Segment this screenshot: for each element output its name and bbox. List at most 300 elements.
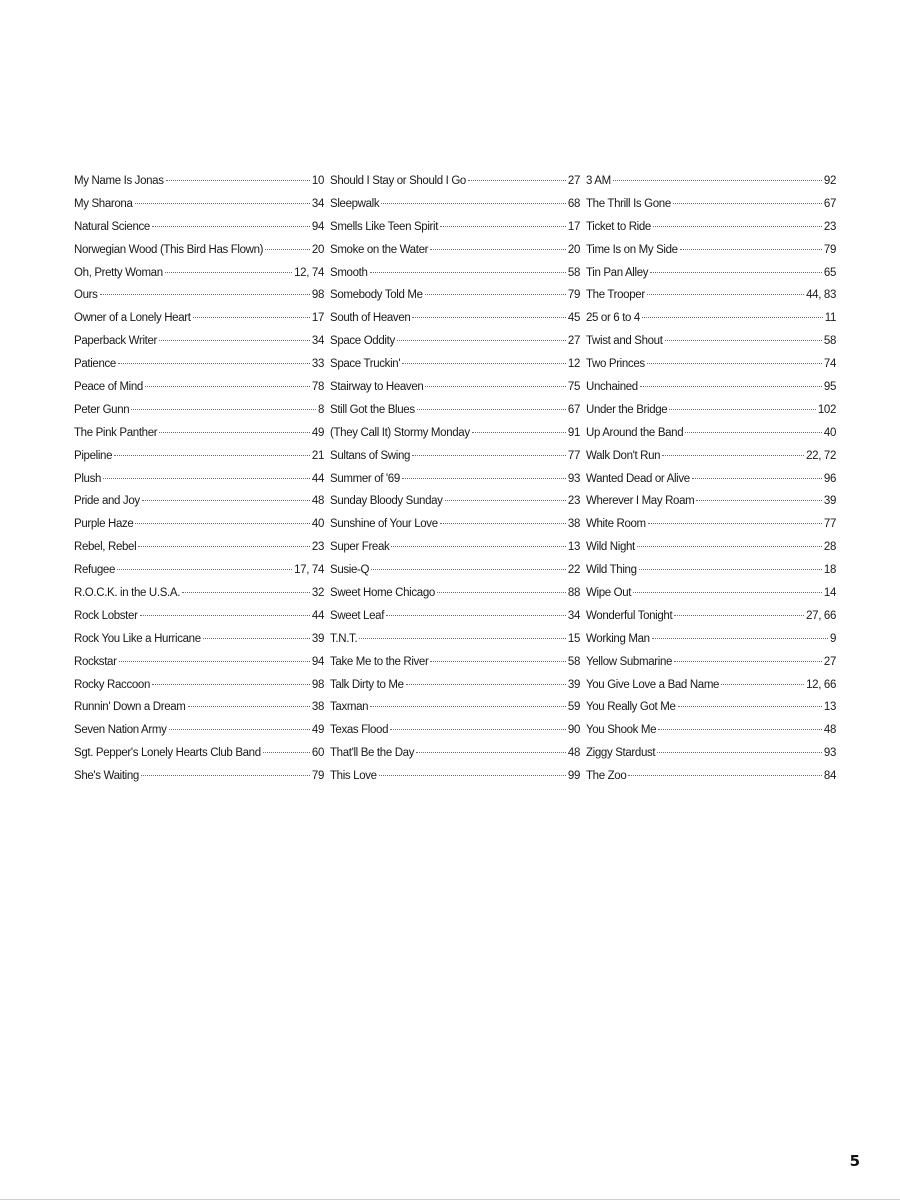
dot-leader: [135, 203, 310, 204]
index-entry: [330, 376, 580, 399]
song-title: Peace of Mind: [74, 381, 143, 394]
song-title: Wipe Out: [586, 587, 632, 600]
page-ref: 49: [311, 426, 324, 439]
index-entry: [74, 399, 324, 422]
index-entry: [586, 399, 836, 422]
dot-leader: [412, 317, 565, 318]
index-column-1: [74, 170, 324, 788]
dot-leader: [135, 523, 309, 524]
dot-leader: [402, 363, 566, 364]
index-entry: [330, 399, 580, 422]
index-entry: [74, 216, 324, 239]
song-title: Under the Bridge: [586, 403, 668, 416]
page-ref: 84: [823, 770, 836, 783]
song-title: Still Got the Blues: [330, 403, 415, 416]
dot-leader: [193, 317, 310, 318]
song-title: Smells Like Teen Spirit: [330, 220, 439, 233]
dot-leader: [159, 340, 310, 341]
index-entry: [74, 239, 324, 262]
dot-leader: [692, 478, 822, 479]
page-ref: 99: [567, 770, 580, 783]
dot-leader: [425, 386, 565, 387]
index-entry: [330, 513, 580, 536]
page-ref: 93: [823, 747, 836, 760]
index-entry: [586, 742, 836, 765]
index-entry: [330, 468, 580, 491]
page-ref: 79: [311, 770, 324, 783]
page-ref: 39: [823, 495, 836, 508]
song-title: Walk Don't Run: [586, 449, 661, 462]
index-entry: [74, 651, 324, 674]
index-entry: [330, 628, 580, 651]
song-title: Refugee: [74, 564, 116, 577]
index-entry: [74, 582, 324, 605]
page-ref: 48: [567, 747, 580, 760]
index-entry: [586, 422, 836, 445]
page-ref: 48: [311, 495, 324, 508]
index-entry: [74, 559, 324, 582]
dot-leader: [140, 615, 310, 616]
page-ref: 38: [567, 518, 580, 531]
page-number: 5: [849, 1152, 860, 1170]
index-entry: [586, 468, 836, 491]
page-ref: 67: [567, 403, 580, 416]
song-title: Twist and Shout: [586, 335, 663, 348]
index-entry: [586, 559, 836, 582]
song-title: White Room: [586, 518, 646, 531]
song-title: Wherever I May Roam: [586, 495, 695, 508]
dot-leader: [119, 661, 310, 662]
song-title: Up Around the Band: [586, 426, 684, 439]
dot-leader: [430, 661, 565, 662]
dot-leader: [114, 455, 310, 456]
page-ref: 22: [567, 564, 580, 577]
page-ref: 32: [311, 587, 324, 600]
song-title: Take Me to the River: [330, 655, 429, 668]
dot-leader: [117, 569, 292, 570]
song-title: Sleepwalk: [330, 197, 380, 210]
dot-leader: [647, 294, 804, 295]
index-entry: [330, 216, 580, 239]
page-ref: 23: [567, 495, 580, 508]
page-ref: 34: [567, 609, 580, 622]
dot-leader: [437, 592, 566, 593]
dot-leader: [182, 592, 310, 593]
song-title: My Sharona: [74, 197, 133, 210]
dot-leader: [652, 638, 828, 639]
index-entry: [586, 376, 836, 399]
dot-leader: [379, 775, 566, 776]
song-title: Ticket to Ride: [586, 220, 651, 233]
dot-leader: [648, 523, 822, 524]
song-title: Texas Flood: [330, 724, 389, 737]
index-entry: [586, 239, 836, 262]
dot-leader: [685, 432, 822, 433]
index-entry: [330, 239, 580, 262]
song-title: That'll Be the Day: [330, 747, 415, 760]
index-entry: [74, 742, 324, 765]
song-title: Time Is on My Side: [586, 243, 678, 256]
index-entry: [74, 193, 324, 216]
song-title: Plush: [74, 472, 102, 485]
index-entry: [586, 513, 836, 536]
dot-leader: [440, 226, 566, 227]
song-title: You Shook Me: [586, 724, 657, 737]
song-title: Two Princes: [586, 358, 645, 371]
page-ref: 102: [817, 403, 836, 416]
page-ref: 93: [567, 472, 580, 485]
page-ref: 27: [567, 335, 580, 348]
song-title: You Really Got Me: [586, 701, 676, 714]
index-entry: [586, 628, 836, 651]
index-entry: [330, 582, 580, 605]
index-entry: [74, 307, 324, 330]
dot-leader: [263, 752, 310, 753]
index-entry: [74, 490, 324, 513]
page-ref: 78: [311, 381, 324, 394]
page-ref: 12, 66: [806, 678, 836, 691]
song-title: Sunshine of Your Love: [330, 518, 438, 531]
page-ref: 65: [823, 266, 836, 279]
song-title: Space Truckin': [330, 358, 401, 371]
dot-leader: [203, 638, 310, 639]
dot-leader: [169, 729, 310, 730]
song-title: Rockstar: [74, 655, 117, 668]
song-title: Rocky Raccoon: [74, 678, 150, 691]
song-title: The Zoo: [586, 770, 627, 783]
page-ref: 90: [567, 724, 580, 737]
index-entry: [586, 605, 836, 628]
index-entry: [586, 262, 836, 285]
dot-leader: [371, 569, 566, 570]
page-ref: 17: [311, 312, 324, 325]
page-ref: 27: [823, 655, 836, 668]
page-ref: 58: [567, 266, 580, 279]
page-ref: 27, 66: [806, 609, 836, 622]
index-entry: [586, 536, 836, 559]
song-title: Wild Thing: [586, 564, 637, 577]
dot-leader: [647, 363, 822, 364]
dot-leader: [390, 729, 566, 730]
song-title: Oh, Pretty Woman: [74, 266, 163, 279]
dot-leader: [445, 500, 566, 501]
song-title: Sunday Bloody Sunday: [330, 495, 443, 508]
index-entry: [330, 674, 580, 697]
song-title: Wild Night: [586, 541, 635, 554]
index-entry: [330, 284, 580, 307]
dot-leader: [142, 500, 310, 501]
song-title: Yellow Submarine: [586, 655, 673, 668]
page-ref: 11: [824, 312, 836, 325]
page-ref: 39: [567, 678, 580, 691]
page-ref: 38: [311, 701, 324, 714]
song-title: Space Oddity: [330, 335, 395, 348]
page-ref: 40: [311, 518, 324, 531]
dot-leader: [145, 386, 310, 387]
page-ref: 98: [311, 289, 324, 302]
song-title: The Pink Panther: [74, 426, 158, 439]
page-ref: 75: [567, 381, 580, 394]
page-ref: 17: [567, 220, 580, 233]
page-ref: 10: [311, 175, 324, 187]
dot-leader: [131, 409, 316, 410]
index-entry: [586, 307, 836, 330]
page-ref: 45: [567, 312, 580, 325]
index-entry: [74, 262, 324, 285]
page-ref: 77: [823, 518, 836, 531]
page-ref: 34: [311, 197, 324, 210]
song-title: Working Man: [586, 632, 650, 645]
dot-leader: [370, 706, 566, 707]
dot-leader: [680, 249, 822, 250]
index-entry: [330, 490, 580, 513]
dot-leader: [721, 684, 804, 685]
page-ref: 12, 74: [294, 266, 324, 279]
index-entry: [74, 696, 324, 719]
index-column-2: [330, 170, 580, 788]
page-ref: 98: [311, 678, 324, 691]
index-entry: [586, 284, 836, 307]
song-title: Purple Haze: [74, 518, 134, 531]
song-index: [74, 170, 836, 788]
song-title: Summer of '69: [330, 472, 400, 485]
song-title: Smoke on the Water: [330, 243, 429, 256]
index-entry: [330, 742, 580, 765]
dot-leader: [640, 386, 822, 387]
index-entry: [330, 307, 580, 330]
page-ref: 60: [311, 747, 324, 760]
index-entry: [586, 582, 836, 605]
dot-leader: [425, 294, 566, 295]
dot-leader: [468, 180, 566, 181]
song-title: Paperback Writer: [74, 335, 158, 348]
page-ref: 39: [311, 632, 324, 645]
page-ref: 18: [823, 564, 836, 577]
song-title: Peter Gunn: [74, 403, 130, 416]
dot-leader: [653, 226, 822, 227]
dot-leader: [152, 226, 310, 227]
song-title: Somebody Told Me: [330, 289, 423, 302]
song-title: Norwegian Wood (This Bird Has Flown): [74, 243, 264, 256]
song-title: You Give Love a Bad Name: [586, 678, 720, 691]
song-title: Should I Stay or Should I Go: [330, 175, 466, 187]
song-title: Seven Nation Army: [74, 724, 167, 737]
song-title: Sgt. Pepper's Lonely Hearts Club Band: [74, 747, 261, 760]
song-title: Ours: [74, 289, 98, 302]
dot-leader: [412, 455, 566, 456]
index-entry: [586, 765, 836, 788]
page-ref: 79: [823, 243, 836, 256]
index-entry: [586, 490, 836, 513]
index-entry: [586, 445, 836, 468]
dot-leader: [696, 500, 822, 501]
song-title: The Thrill Is Gone: [586, 197, 671, 210]
dot-leader: [118, 363, 310, 364]
index-entry: [586, 330, 836, 353]
page-ref: 79: [567, 289, 580, 302]
index-entry: [74, 376, 324, 399]
page-ref: 91: [567, 426, 580, 439]
dot-leader: [637, 546, 822, 547]
page-ref: 88: [567, 587, 580, 600]
dot-leader: [402, 478, 566, 479]
page-ref: 13: [567, 541, 580, 554]
dot-leader: [472, 432, 566, 433]
index-entry: [74, 445, 324, 468]
song-title: Rock Lobster: [74, 609, 138, 622]
song-title: Sweet Home Chicago: [330, 587, 435, 600]
song-title: 3 AM: [586, 175, 611, 187]
page-ref: 94: [311, 220, 324, 233]
dot-leader: [406, 684, 566, 685]
dot-leader: [678, 706, 822, 707]
dot-leader: [657, 752, 822, 753]
dot-leader: [665, 340, 822, 341]
page-ref: 96: [823, 472, 836, 485]
dot-leader: [166, 180, 310, 181]
page-ref: 59: [567, 701, 580, 714]
dot-leader: [100, 294, 310, 295]
index-entry: [74, 674, 324, 697]
song-title: Runnin' Down a Dream: [74, 701, 186, 714]
song-title: 25 or 6 to 4: [586, 312, 640, 325]
dot-leader: [628, 775, 822, 776]
index-entry: [74, 765, 324, 788]
page-ref: 74: [823, 358, 836, 371]
song-title: Wonderful Tonight: [586, 609, 673, 622]
page-ref: 14: [823, 587, 836, 600]
index-entry: [330, 559, 580, 582]
dot-leader: [662, 455, 804, 456]
dot-leader: [141, 775, 310, 776]
dot-leader: [613, 180, 822, 181]
dot-leader: [633, 592, 822, 593]
index-entry: [330, 719, 580, 742]
song-title: Unchained: [586, 381, 638, 394]
song-title: Susie-Q: [330, 564, 370, 577]
page-ref: 23: [823, 220, 836, 233]
song-title: My Name Is Jonas: [74, 175, 164, 187]
index-entry: [74, 468, 324, 491]
dot-leader: [152, 684, 310, 685]
song-title: Rock You Like a Hurricane: [74, 632, 201, 645]
song-title: This Love: [330, 770, 377, 783]
song-title: South of Heaven: [330, 312, 411, 325]
index-entry: [586, 216, 836, 239]
page-ref: 22, 72: [806, 449, 836, 462]
page-ref: 33: [311, 358, 324, 371]
dot-leader: [642, 317, 823, 318]
index-entry: [330, 765, 580, 788]
page-ref: 95: [823, 381, 836, 394]
index-entry: [330, 193, 580, 216]
page-ref: 17, 74: [294, 564, 324, 577]
song-title: (They Call It) Stormy Monday: [330, 426, 470, 439]
page-ref: 68: [567, 197, 580, 210]
dot-leader: [165, 272, 292, 273]
page-ref: 44: [311, 609, 324, 622]
dot-leader: [359, 638, 566, 639]
song-title: The Trooper: [586, 289, 645, 302]
song-title: Sweet Leaf: [330, 609, 385, 622]
page-ref: 77: [567, 449, 580, 462]
song-title: Natural Science: [74, 220, 150, 233]
dot-leader: [391, 546, 565, 547]
dot-leader: [673, 203, 822, 204]
dot-leader: [159, 432, 310, 433]
index-entry: [74, 628, 324, 651]
index-entry: [330, 651, 580, 674]
song-title: T.N.T.: [330, 632, 358, 645]
page-ref: 13: [823, 701, 836, 714]
index-entry: [330, 262, 580, 285]
song-title: She's Waiting: [74, 770, 139, 783]
dot-leader: [674, 661, 822, 662]
song-title: Talk Dirty to Me: [330, 678, 404, 691]
page-ref: 15: [567, 632, 580, 645]
dot-leader: [397, 340, 566, 341]
index-entry: [586, 193, 836, 216]
index-entry: [74, 422, 324, 445]
page-ref: 12: [567, 358, 580, 371]
index-entry: [74, 330, 324, 353]
index-entry: [74, 536, 324, 559]
index-entry: [330, 445, 580, 468]
index-entry: [330, 330, 580, 353]
song-title: Stairway to Heaven: [330, 381, 424, 394]
page-ref: 67: [823, 197, 836, 210]
dot-leader: [440, 523, 566, 524]
song-title: Owner of a Lonely Heart: [74, 312, 191, 325]
page-ref: 48: [823, 724, 836, 737]
page-ref: 28: [823, 541, 836, 554]
dot-leader: [674, 615, 804, 616]
index-entry: [74, 170, 324, 193]
index-entry: [74, 513, 324, 536]
song-title: Wanted Dead or Alive: [586, 472, 690, 485]
page-ref: 40: [823, 426, 836, 439]
index-entry: [330, 536, 580, 559]
index-column-3: [586, 170, 836, 788]
page-ref: 44: [311, 472, 324, 485]
page-ref: 20: [311, 243, 324, 256]
song-title: Taxman: [330, 701, 369, 714]
page-ref: 21: [311, 449, 324, 462]
dot-leader: [386, 615, 566, 616]
page-ref: 94: [311, 655, 324, 668]
dot-leader: [265, 249, 310, 250]
dot-leader: [103, 478, 310, 479]
song-title: Tin Pan Alley: [586, 266, 649, 279]
dot-leader: [188, 706, 310, 707]
index-entry: [330, 696, 580, 719]
dot-leader: [430, 249, 566, 250]
song-title: R.O.C.K. in the U.S.A.: [74, 587, 181, 600]
dot-leader: [370, 272, 566, 273]
song-title: Rebel, Rebel: [74, 541, 137, 554]
song-title: Super Freak: [330, 541, 390, 554]
index-entry: [330, 353, 580, 376]
index-entry: [586, 353, 836, 376]
page-ref: 27: [567, 175, 580, 187]
dot-leader: [650, 272, 822, 273]
dot-leader: [138, 546, 310, 547]
page-ref: 58: [567, 655, 580, 668]
song-title: Patience: [74, 358, 116, 371]
page-ref: 49: [311, 724, 324, 737]
index-entry: [586, 674, 836, 697]
page-ref: 58: [823, 335, 836, 348]
